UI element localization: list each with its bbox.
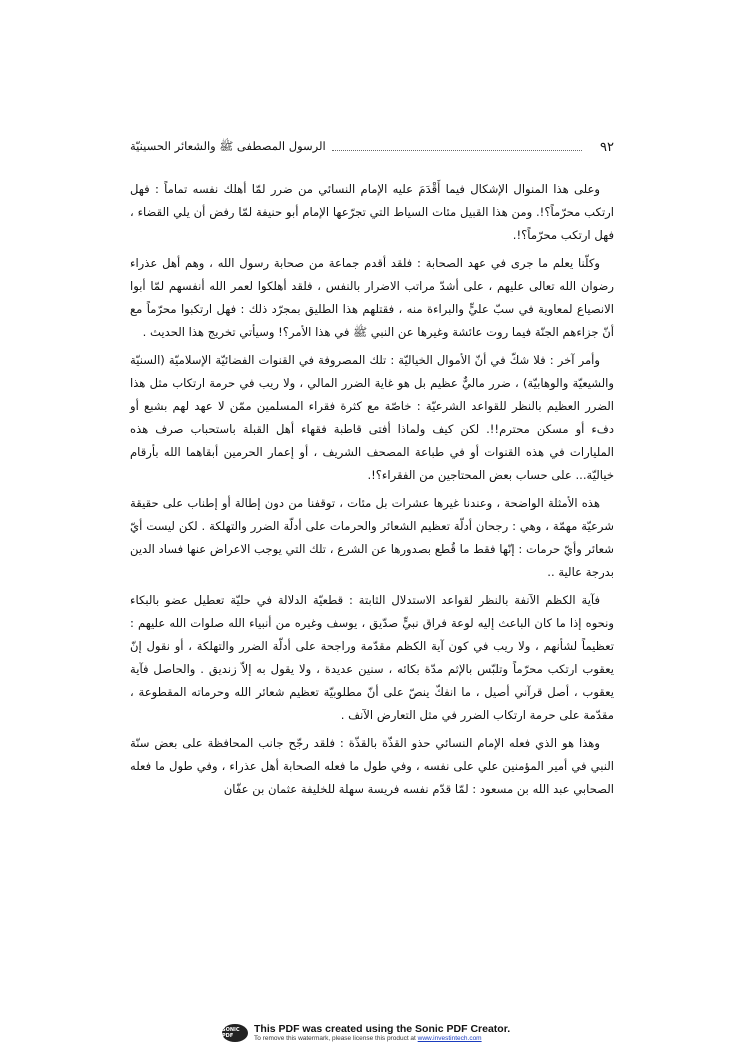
page-header xyxy=(130,136,614,158)
paragraph-3: وأمر آخر : فلا شكّ في أنّ الأموال الخياليّة : تلك المصروفة في القنوات الفضائيّة الإسلاميّة (السنيّة والشيعيّة والوهابيّة) ، ضرر ماليٌّ عظيم بل هو غاية الضرر المالي ، ولا ريب في حرمة ارتكاب مثل هذا الضرر العظيم بالنظر للقواعد الشرعيّة : خاصّة مع كثرة فقراء المسلمين ممّن لا عهد لهم بشبع أو دفء أو مسكن محترم!!. لكن كيف ولماذا أفتى قاطبة فقهاء أهل القبلة باستحباب صرف هذه المليارات في هذه القنوات أو في طباعة المصحف الشريف ، أو إعمار الحرمين أبقاهما الله بأرقام خياليّة... على حساب بعض المحتاجين من الفقراء؟!. xyxy=(130,353,614,482)
paragraph-2: وكلّنا يعلم ما جرى في عهد الصحابة : فلقد أقدم جماعة من صحابة رسول الله ، وهم أهل عذراء رضوان الله تعالى عليهم ، على أشدّ مراتب الاضرار بالنفس ، فلقد أهلكوا لعمر الله أنفسهم لمّا أبوا الانصياع لمعاوية في سبّ عليٍّ والبراءة منه ، فقتلهم هذا الطليق بمجرّد ذلك : فهل ارتكبوا محرّماً مع أنّ جزاءهم الجنّة فيما روت عائشة وغيرها عن النبي ﷺ في هذا الأمر؟! وسيأتي تخريج هذا الحديث . xyxy=(130,256,614,339)
paragraph-4: هذه الأمثلة الواضحة ، وعندنا غيرها عشرات بل مئات ، توقفنا من دون إطالة أو إطناب على حقيقة شرعيّة مهمّة ، وهي : رجحان أدلّة تعظيم الشعائر والحرمات على أدلّة الضرر والتهلكة . لكن ليست أيّ شعائر وأيّ حرمات : إنّها فقط ما قُطع بصدورها عن الشرع ، تلك التي يوجب الاعراض عنها فساد الدين بدرجة عالية .. xyxy=(130,496,614,579)
paragraph-5: فآية الكظم الآنفة بالنظر لقواعد الاستدلال الثابتة : قطعيّة الدلالة في حليّة تعطيل عضو بالبكاء ونحوه إذا ما كان الباعث إليه لوعة فراق نبيٍّ صدّيق ، يوسف وغيره من أنبياء الله صلوات الله عليهم : تعظيماً لشأنهم ، ولا ريب في كون آية الكظم مقدّمة وراجحة على أدلّة الضرر والتهلكة ، أو نقول إنّ يعقوب ارتكب محرّماً وتلبّس بالإثم مدّة بكائه ، سنين عديدة ، ولا يقول به إلاّ زنديق . والحاصل فآية يعقوب ، أصل قرآني أصيل ، ما انفكّ ينصّ على أنّ مطلوبيّة تعظيم شعائر الله وحرماته المقطوعة ، مقدّمة على حرمة ارتكاب الضرر في مثل التعارض الآنف . xyxy=(130,593,614,722)
watermark-link[interactable]: www.investintech.com xyxy=(417,1035,482,1042)
sonic-pdf-logo-icon: SONIC PDF xyxy=(222,1024,248,1042)
watermark-line-2 xyxy=(254,1035,510,1043)
running-title: الرسول المصطفى ﷺ والشعائر الحسينيّة xyxy=(130,138,326,153)
pdf-watermark xyxy=(222,1022,532,1044)
watermark-line-2-prefix: To remove this watermark, please license this product at xyxy=(254,1035,418,1042)
watermark-line-1: This PDF was created using the Sonic PDF Creator. xyxy=(254,1023,511,1035)
page-number: ٩٢ xyxy=(600,139,614,155)
paragraph-6: وهذا هو الذي فعله الإمام النسائي حذو القذّة بالقذّة : فلقد رجّح جانب المحافظة على بعض سنّة النبي في أمير المؤمنين علي على نفسه ، وفي طول ما فعله الصحابة أهل عذراء ، وفي طول ما فعله الصحابي عبد الله بن مسعود : لمّا قدّم نفسه فريسة سهلة للخليفة عثمان بن عفّان xyxy=(130,736,614,796)
paragraph-1: وعلى هذا المنوال الإشكال فيما أَقْدَمَ عليه الإمام النسائي من ضرر لمّا أهلك نفسه تماماً : فهل ارتكب محرّماً؟!. ومن هذا القبيل مئات السياط التي تجرّعها الإمام أبو حنيفة لمّا رفض أن يلي القضاء ، فهل ارتكب محرّماً؟!. xyxy=(130,182,614,242)
header-dotted-leader xyxy=(332,150,582,151)
body-text xyxy=(130,178,614,806)
watermark-text xyxy=(254,1023,510,1043)
